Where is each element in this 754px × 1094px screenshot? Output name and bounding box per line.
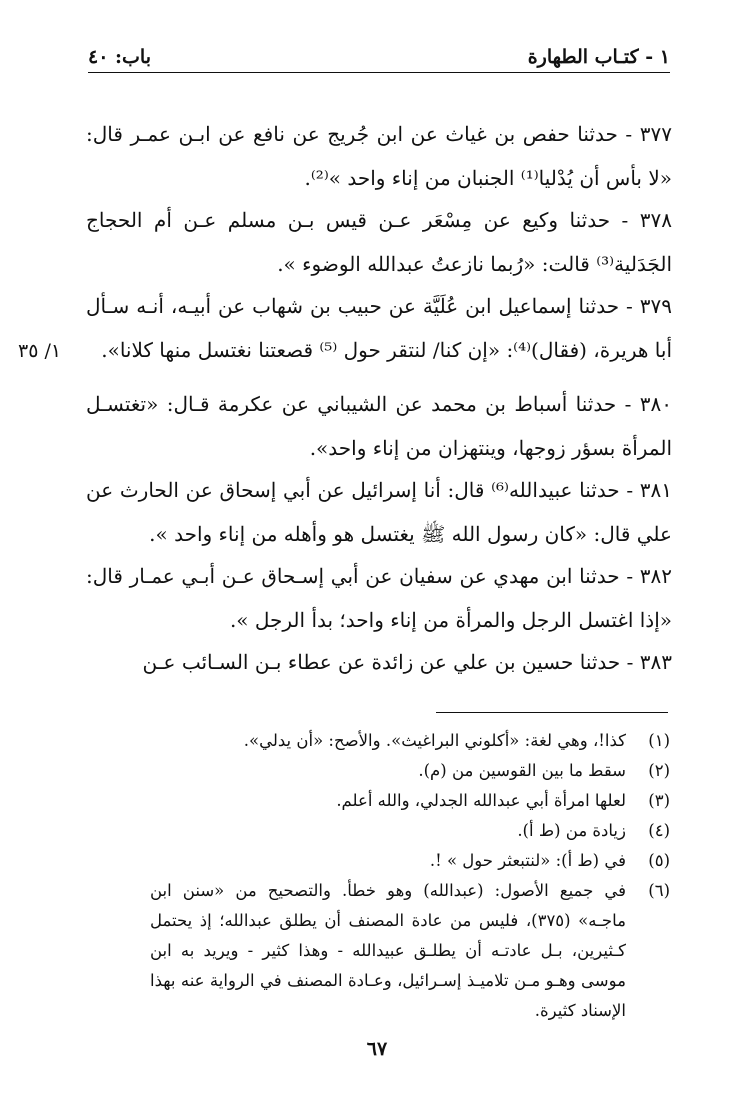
- page-number: ٦٧: [366, 1038, 388, 1060]
- hadith-378: ٣٧٨ - حدثنا وكيع عن مِسْعَر عـن قيس بـن مسلم عـن أم الحجاج الجَدَلية⁽³⁾ قالت: «رُبما نازعتُ عبدالله الوضوء ».: [86, 208, 672, 276]
- hadith-381: ٣٨١ - حدثنا عبيدالله⁽⁶⁾ قال: أنا إسرائيل عن أبي إسحاق عن الحارث عن علي قال: «كان رسول الله ﷺ يغتسل هو وأهله من إناء واحد ».: [86, 478, 673, 546]
- footnote-text: سقط ما بين القوسين من (م).: [418, 761, 626, 780]
- footnote-number: (٤): [648, 821, 670, 840]
- bab-label: باب: ٤٠: [88, 46, 152, 68]
- hadith-379: ٣٧٩ - حدثنا إسماعيل ابن عُلَيَّة عن حبيب بن شهاب عن أبيـه، أنـه سـأل أبا هريرة، (فقال)⁽⁴⁾: «إن كنا/ لنتقر حول ⁽⁵⁾ قصعتنا نغتسل منها كلانا».: [86, 294, 672, 362]
- footnote-text: كذا!، وهي لغة: «أكلوني البراغيث». والأصح: «أن يدلي».: [243, 731, 626, 750]
- chapter-title: ١ - كتـاب الطهارة: [527, 46, 670, 68]
- footnote-number: (١): [648, 731, 670, 750]
- footnote-number: (٦): [648, 881, 670, 900]
- footnote-divider: [436, 712, 668, 713]
- footnote-4: [150, 816, 670, 846]
- footnote-3: [150, 786, 670, 816]
- running-header: [88, 40, 670, 73]
- footnote-text: في (ط أ): «لنتبعثر حول » !.: [429, 851, 626, 870]
- footnote-text: لعلها امرأة أبي عبدالله الجدلي، والله أعلم.: [336, 791, 626, 810]
- footnote-number: (٣): [648, 791, 670, 810]
- footnote-number: (٥): [648, 851, 670, 870]
- hadith-382: ٣٨٢ - حدثنا ابن مهدي عن سفيان عن أبي إسـحاق عـن أبـي عمـار قال: «إذا اغتسل الرجل والمرأة من إناء واحد؛ بدأ الرجل ».: [86, 564, 672, 632]
- footnote-text: في جميع الأصول: (عبدالله) وهو خطأ. والتصحيح من «سنن ابن ماجـه» (٣٧٥)، فليس من عادة المصنف أن يطلق عبدالله؛ إذ يحتمل كـثيرين، بـل عادتـه أن يطلـق عبيدالله - وهذا كثير - ويريد به ابن موسى وهـو مـن تلاميـذ إسـرائيل، وعـادة المصنف في الرواية عنه بهذا الإسناد كثيرة.: [150, 881, 626, 1020]
- footnote-number: (٢): [648, 761, 670, 780]
- footnote-5: [150, 846, 670, 876]
- footnote-1: [150, 726, 670, 756]
- footnote-text: زيادة من (ط أ).: [517, 821, 626, 840]
- margin-page-reference: ١/ ٣٥: [18, 340, 62, 362]
- hadith-383: ٣٨٣ - حدثنا حسين بن علي عن زائدة عن عطاء بـن السـائب عـن: [142, 650, 672, 674]
- footnote-6: [150, 876, 670, 1026]
- hadith-377: ٣٧٧ - حدثنا حفص بن غياث عن ابن جُريج عن نافع عن ابـن عمـر قال: «لا بأس أن يُدْليا⁽¹⁾ الجنبان من إناء واحد »⁽²⁾.: [86, 122, 672, 190]
- footnote-2: [150, 756, 670, 786]
- footnotes: [150, 726, 670, 1026]
- hadith-380: ٣٨٠ - حدثنا أسباط بن محمد عن الشيباني عن عكرمة قـال: «تغتسـل المرأة بسؤر زوجها، وينتهزان من إناء واحد».: [86, 392, 672, 460]
